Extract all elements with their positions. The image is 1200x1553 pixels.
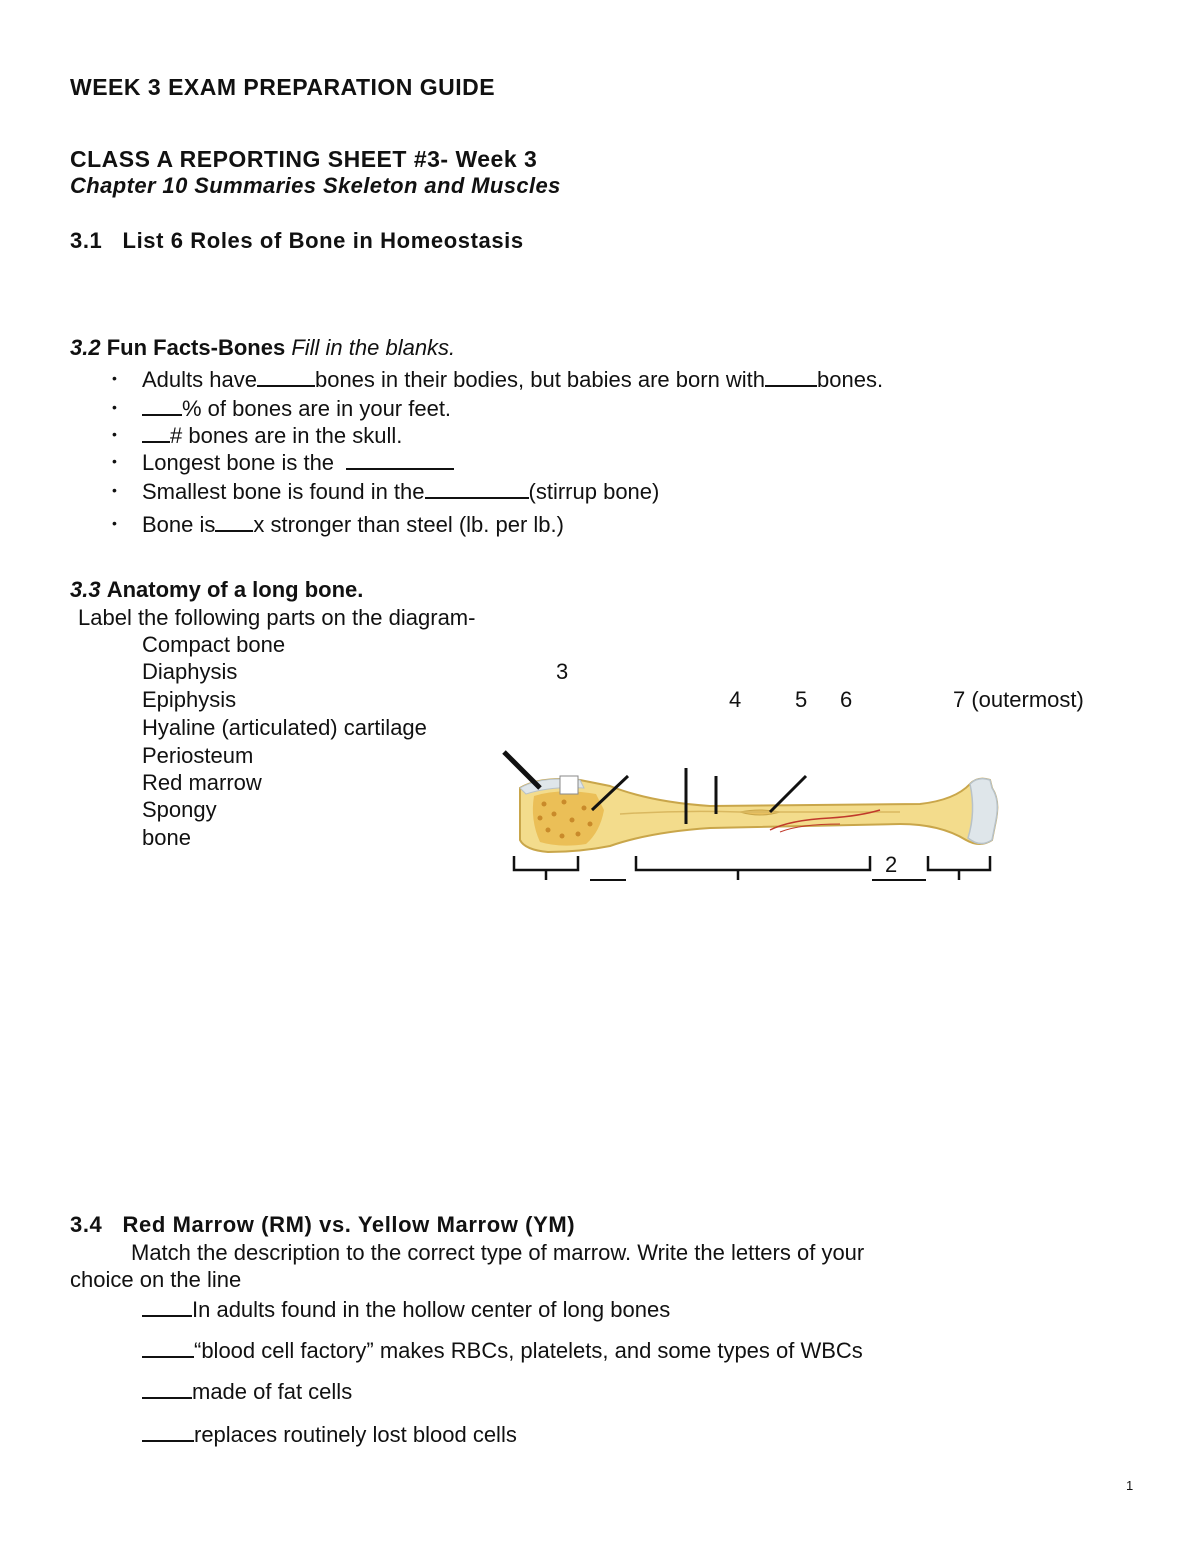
answer-blank[interactable] xyxy=(142,1420,194,1442)
fact-item: • Bone is x stronger than steel (lb. per lb.) xyxy=(112,512,564,537)
page-number: 1 xyxy=(1126,1478,1134,1493)
sheet-heading: CLASS A REPORTING SHEET #3- Week 3 xyxy=(70,146,538,172)
part-item: Periosteum xyxy=(142,743,254,768)
section-number: 3.1 xyxy=(70,228,103,253)
sheet-subheading: Chapter 10 Summaries Skeleton and Muscles xyxy=(70,173,561,198)
part-item: bone xyxy=(142,825,191,850)
section-title: Anatomy of a long bone. xyxy=(106,577,364,602)
part-item: Epiphysis xyxy=(142,687,237,712)
part-item: Red marrow xyxy=(142,770,262,795)
section-number: 3.4 xyxy=(70,1212,103,1237)
fact-item: • Adults have bones in their bodies, but babies are born with bones. xyxy=(112,367,884,392)
section-3-2-heading xyxy=(70,335,455,361)
answer-blank[interactable] xyxy=(257,365,315,387)
bullet-icon: • xyxy=(112,426,117,442)
bullet-icon: • xyxy=(112,370,117,386)
section-instruction-line-1: Match the description to the correct type of marrow. Write the letters of your xyxy=(131,1240,865,1265)
match-item: made of fat cells xyxy=(142,1377,352,1405)
bullet-icon: • xyxy=(112,453,117,469)
answer-blank[interactable] xyxy=(215,510,253,532)
diagram-label-5: 5 xyxy=(795,687,808,712)
page-title: WEEK 3 EXAM PREPARATION GUIDE xyxy=(70,74,496,100)
section-title: List 6 Roles of Bone in Homeostasis xyxy=(122,228,524,253)
diagram-label-3: 3 xyxy=(556,659,569,684)
pointer-line-1 xyxy=(504,752,540,788)
section-instruction: Fill in the blanks. xyxy=(291,335,456,360)
section-number: 3.2 xyxy=(70,335,101,360)
section-3-4-heading xyxy=(70,1212,575,1238)
label-box xyxy=(560,776,578,794)
match-item: “blood cell factory” makes RBCs, platelets, and some types of WBCs xyxy=(142,1336,863,1364)
section-number: 3.3 xyxy=(70,577,101,602)
fact-item: • # bones are in the skull. xyxy=(112,423,403,448)
bracket-right-epiphysis xyxy=(928,856,990,880)
bracket-left-epiphysis xyxy=(514,856,578,880)
fact-item: • % of bones are in your feet. xyxy=(112,396,452,421)
section-3-1-heading xyxy=(70,228,524,254)
bracket-diaphysis xyxy=(636,856,870,880)
diagram-label-7: 7 (outermost) xyxy=(953,687,1084,712)
part-item: Diaphysis xyxy=(142,659,238,684)
match-item: In adults found in the hollow center of long bones xyxy=(142,1295,670,1323)
fact-item: • Longest bone is the xyxy=(142,448,454,476)
section-title: Red Marrow (RM) vs. Yellow Marrow (YM) xyxy=(122,1212,576,1237)
part-item: Hyaline (articulated) cartilage xyxy=(142,715,427,740)
match-item: replaces routinely lost blood cells xyxy=(142,1420,517,1448)
label-box-blank xyxy=(590,858,626,880)
long-bone-diagram xyxy=(500,740,1060,920)
section-3-3-heading xyxy=(70,577,363,603)
bullet-icon: • xyxy=(112,515,117,531)
answer-blank[interactable] xyxy=(142,394,182,416)
diagram-label-2: 2 xyxy=(885,852,898,877)
section-instruction-line-2: choice on the line xyxy=(70,1267,242,1292)
section-instruction: Label the following parts on the diagram- xyxy=(78,605,476,630)
part-item: Spongy xyxy=(142,797,217,822)
bullet-icon: • xyxy=(112,482,117,498)
answer-blank[interactable] xyxy=(142,1295,192,1317)
answer-blank[interactable] xyxy=(142,1377,192,1399)
diagram-label-4: 4 xyxy=(729,687,742,712)
fact-item: • Smallest bone is found in the (stirrup bone) xyxy=(112,479,660,504)
cartilage-shape xyxy=(968,779,997,844)
answer-blank[interactable] xyxy=(346,448,454,470)
section-title: Fun Facts-Bones xyxy=(106,335,286,360)
diagram-label-6: 6 xyxy=(840,687,853,712)
answer-blank[interactable] xyxy=(142,1336,194,1358)
answer-blank[interactable] xyxy=(765,365,817,387)
part-item: Compact bone xyxy=(142,632,286,657)
answer-blank[interactable] xyxy=(142,421,170,443)
answer-blank[interactable] xyxy=(425,477,529,499)
bullet-icon: • xyxy=(112,399,117,415)
